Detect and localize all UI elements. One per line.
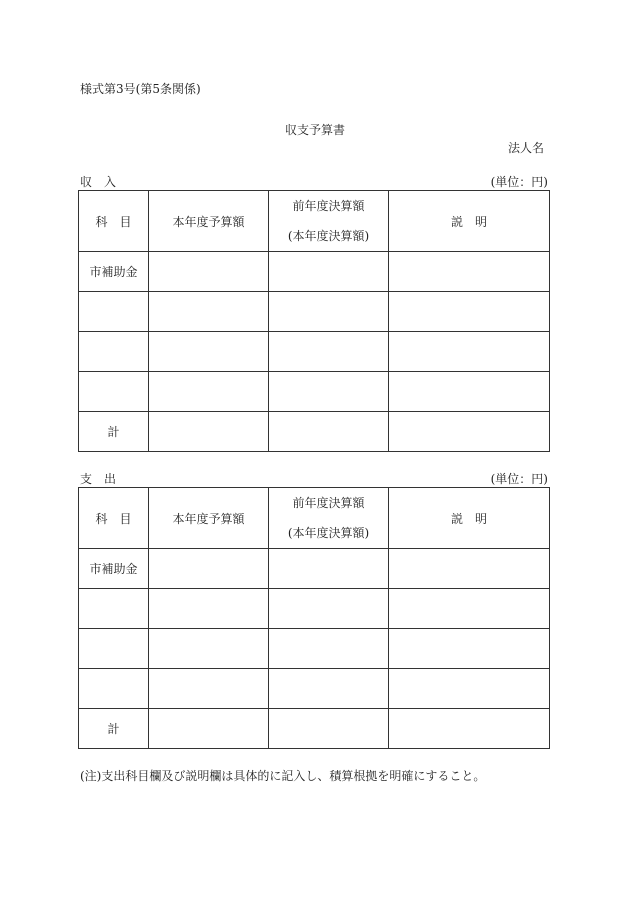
income-row-description[interactable] [389, 332, 550, 372]
income-total-current[interactable] [149, 412, 269, 452]
expense-row-item[interactable]: 市補助金 [79, 549, 149, 589]
expense-total-description[interactable] [389, 709, 550, 749]
income-header-row [79, 191, 550, 252]
income-header-prev-line1: 前年度決算額 [292, 199, 365, 213]
income-row-previous[interactable] [269, 332, 389, 372]
expense-row-previous[interactable] [269, 629, 389, 669]
income-section-label: 収 入 [80, 175, 117, 189]
expense-row-description[interactable] [389, 669, 550, 709]
expense-row-current[interactable] [149, 629, 269, 669]
form-number-label: 様式第3号(第5条関係) [80, 82, 201, 96]
expense-row-current[interactable] [149, 549, 269, 589]
expense-row-item[interactable] [79, 589, 149, 629]
income-row-description[interactable] [389, 292, 550, 332]
expense-row [79, 549, 550, 589]
expense-total-current[interactable] [149, 709, 269, 749]
expense-row-description[interactable] [389, 589, 550, 629]
income-row-item[interactable]: 市補助金 [79, 252, 149, 292]
expense-section-label: 支 出 [80, 472, 117, 486]
expense-row [79, 669, 550, 709]
expense-total-label: 計 [79, 709, 149, 749]
income-row-previous[interactable] [269, 292, 389, 332]
expense-table [78, 487, 550, 749]
income-total-previous[interactable] [269, 412, 389, 452]
income-row [79, 252, 550, 292]
income-header-previous-settlement [269, 191, 389, 252]
income-total-row [79, 412, 550, 452]
income-row-previous[interactable] [269, 372, 389, 412]
expense-row-description[interactable] [389, 629, 550, 669]
expense-row [79, 589, 550, 629]
income-row-current[interactable] [149, 332, 269, 372]
document-title: 収支予算書 [284, 123, 345, 137]
income-row-description[interactable] [389, 372, 550, 412]
expense-row-previous[interactable] [269, 549, 389, 589]
income-row-current[interactable] [149, 252, 269, 292]
expense-header-description: 説 明 [389, 488, 550, 549]
expense-total-previous[interactable] [269, 709, 389, 749]
income-header-current-budget: 本年度予算額 [149, 191, 269, 252]
expense-header-prev-line1: 前年度決算額 [292, 496, 365, 510]
expense-header-previous-settlement [269, 488, 389, 549]
expense-header-item: 科 目 [79, 488, 149, 549]
income-table [78, 190, 550, 452]
income-row-current[interactable] [149, 372, 269, 412]
income-header-description: 説 明 [389, 191, 550, 252]
expense-row-previous[interactable] [269, 589, 389, 629]
footnote: (注)支出科目欄及び説明欄は具体的に記入し、積算根拠を明確にすること。 [80, 769, 486, 783]
expense-header-current-budget: 本年度予算額 [149, 488, 269, 549]
income-row [79, 332, 550, 372]
corporation-name-label: 法人名 [507, 141, 544, 155]
income-row-current[interactable] [149, 292, 269, 332]
income-row-previous[interactable] [269, 252, 389, 292]
expense-header-row [79, 488, 550, 549]
income-header-prev-line2: (本年度決算額) [287, 229, 370, 243]
expense-row-current[interactable] [149, 669, 269, 709]
expense-unit-label: (単位：円) [490, 472, 548, 486]
expense-row-item[interactable] [79, 669, 149, 709]
income-row-item[interactable] [79, 292, 149, 332]
expense-total-row [79, 709, 550, 749]
income-row-item[interactable] [79, 372, 149, 412]
income-row [79, 372, 550, 412]
expense-row [79, 629, 550, 669]
income-total-description[interactable] [389, 412, 550, 452]
expense-header-prev-line2: (本年度決算額) [287, 526, 370, 540]
income-unit-label: (単位：円) [490, 175, 548, 189]
expense-row-item[interactable] [79, 629, 149, 669]
income-header-item: 科 目 [79, 191, 149, 252]
income-total-label: 計 [79, 412, 149, 452]
expense-row-description[interactable] [389, 549, 550, 589]
expense-row-previous[interactable] [269, 669, 389, 709]
income-row [79, 292, 550, 332]
income-row-description[interactable] [389, 252, 550, 292]
expense-row-current[interactable] [149, 589, 269, 629]
income-row-item[interactable] [79, 332, 149, 372]
